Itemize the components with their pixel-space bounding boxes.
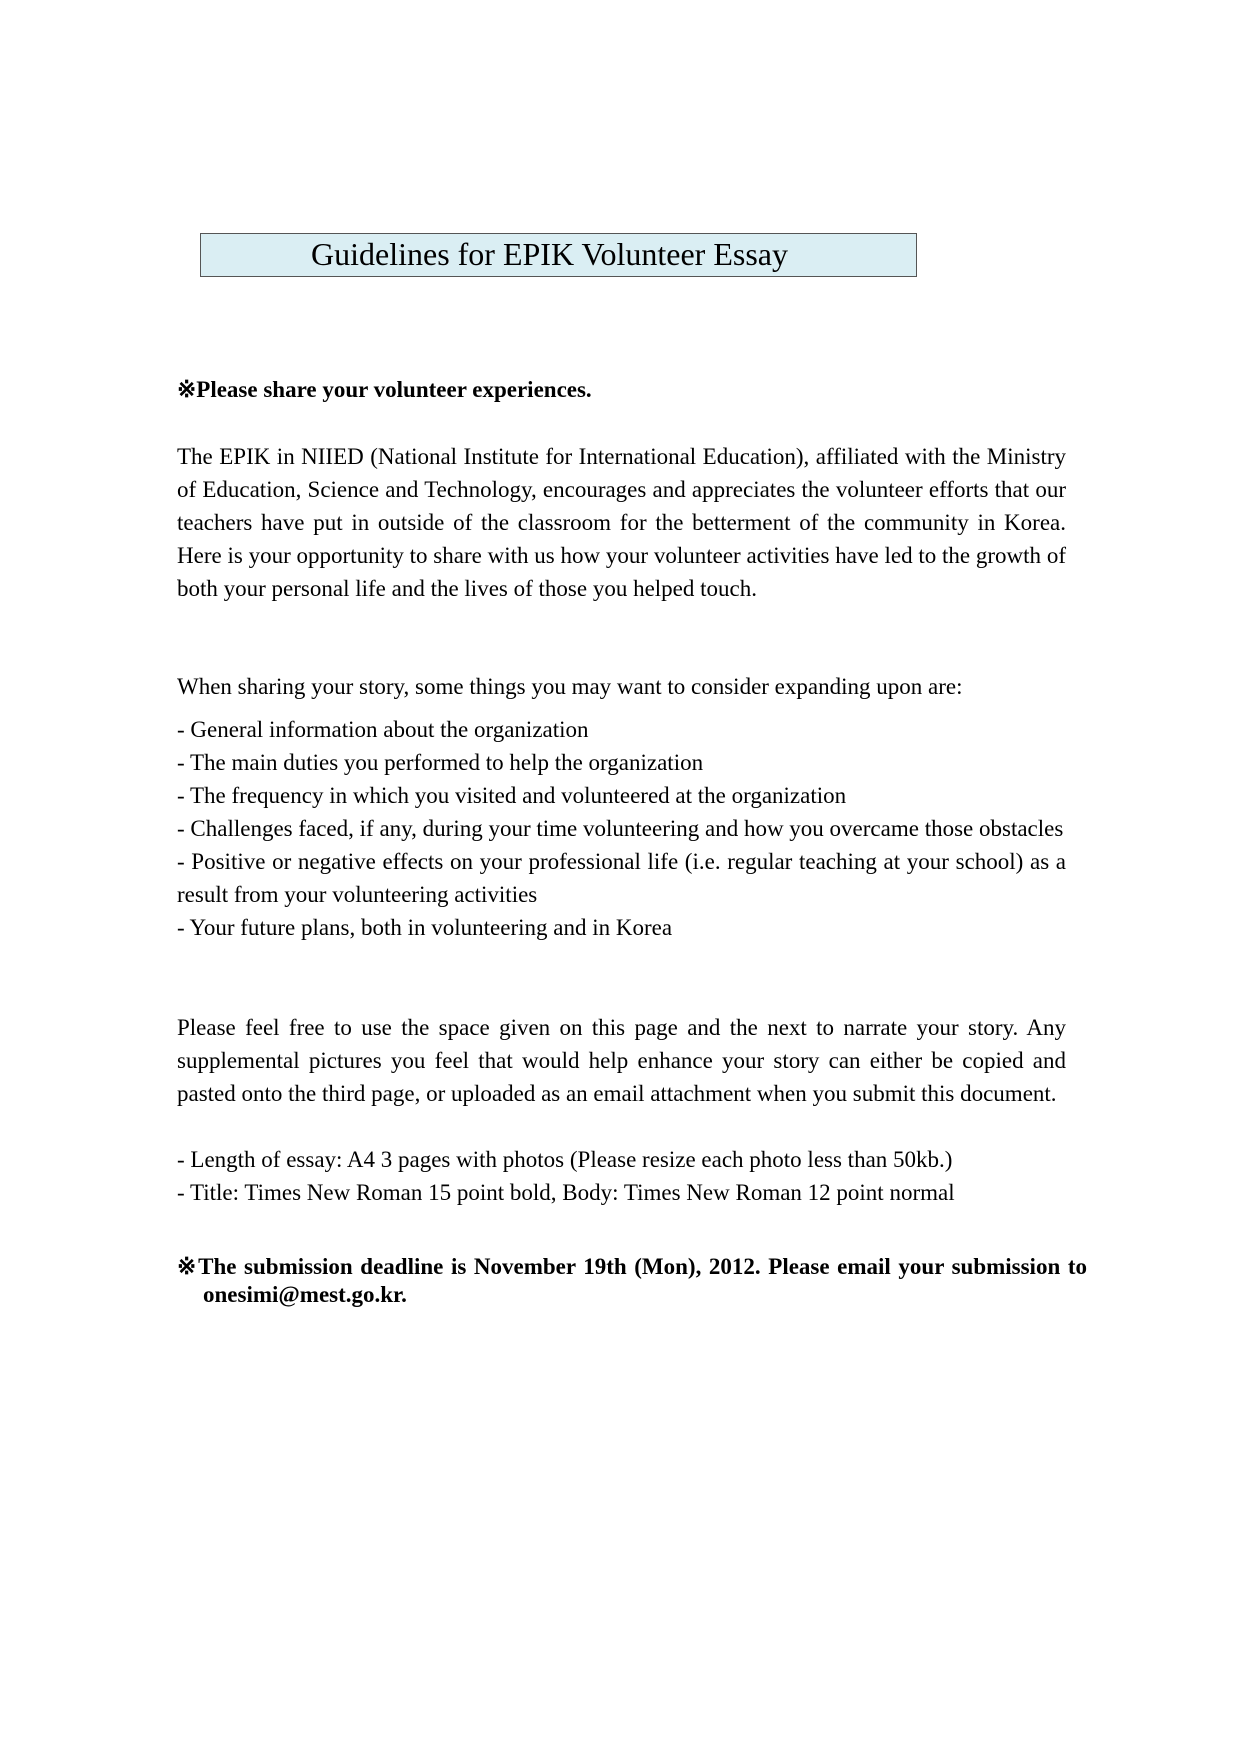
section-heading	[177, 373, 1066, 406]
list-item: - Length of essay: A4 3 pages with photos (Please resize each photo less than 50kb.)	[177, 1147, 953, 1172]
list-item: - General information about the organization	[177, 717, 589, 742]
list-item: - Challenges faced, if any, during your time volunteering and how you overcame those obstacles	[177, 816, 1064, 841]
instructions-paragraph: Please feel free to use the space given on this page and the next to narrate your story. Any supplemental pictures you feel that would help enhance your story can either be copied and pasted onto the third page, or uploaded as an email attachment when you submit this document.	[177, 1015, 1066, 1106]
reference-mark: ※	[177, 377, 197, 402]
list-item: - Your future plans, both in volunteering and in Korea	[177, 915, 673, 940]
deadline-text: The submission deadline is November 19th (Mon), 2012. Please email your submission to onesimi@mest.go.kr.	[198, 1254, 1087, 1307]
list-item: - The frequency in which you visited and volunteered at the organization	[177, 783, 847, 808]
page-title: Guidelines for EPIK Volunteer Essay	[311, 236, 788, 272]
deadline-notice	[177, 1253, 1087, 1309]
format-notes-list	[177, 1143, 1066, 1209]
considerations-list	[177, 713, 1066, 944]
considerations-intro: When sharing your story, some things you may want to consider expanding upon are:	[177, 674, 963, 699]
intro-paragraph: The EPIK in NIIED (National Institute for International Education), affiliated with the Ministry of Education, Science and Technology, encourages and appreciates the volunteer efforts that our teachers have put in outside of the classroom for the betterment of the community in Korea. Here is your opportunity to share with us how your volunteer activities have led to the growth of both your personal life and the lives of those you helped touch.	[177, 444, 1066, 601]
heading-text: Please share your volunteer experiences.	[196, 377, 592, 402]
title-box	[200, 233, 917, 277]
list-item: - Positive or negative effects on your professional life (i.e. regular teaching at your school) as a result from your volunteering activities	[177, 849, 1066, 907]
list-item: - The main duties you performed to help the organization	[177, 750, 704, 775]
reference-mark: ※	[177, 1254, 199, 1279]
list-item: - Title: Times New Roman 15 point bold, Body: Times New Roman 12 point normal	[177, 1180, 955, 1205]
